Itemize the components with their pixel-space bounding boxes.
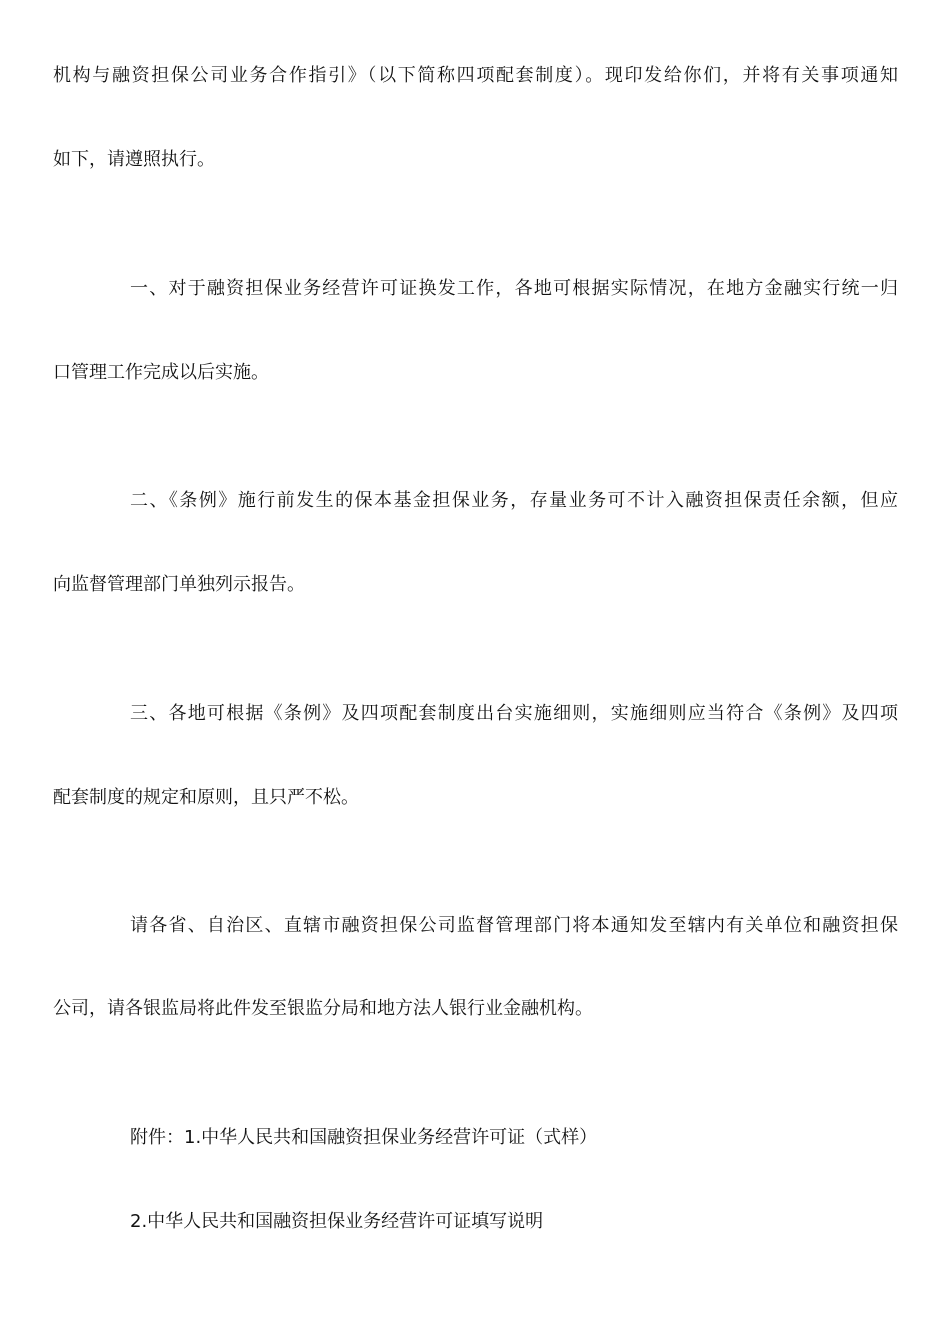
attachment-1: 附件：1.中华人民共和国融资担保业务经营许可证（式样） <box>130 1127 598 1148</box>
paragraph-item-3-line-2: 配套制度的规定和原则，且只严不松。 <box>53 787 359 808</box>
paragraph-item-1-line-2: 口管理工作完成以后实施。 <box>53 362 269 383</box>
attachment-2: 2.中华人民共和国融资担保业务经营许可证填写说明 <box>130 1211 544 1232</box>
paragraph-intro-line-1: 机构与融资担保公司业务合作指引》（以下简称四项配套制度）。现印发给你们，并将有关事项通知 <box>53 65 898 86</box>
paragraph-item-1-line-1: 一、对于融资担保业务经营许可证换发工作，各地可根据实际情况，在地方金融实行统一归 <box>130 278 898 299</box>
paragraph-intro-line-2: 如下，请遵照执行。 <box>53 149 215 170</box>
paragraph-item-2-line-2: 向监督管理部门单独列示报告。 <box>53 574 305 595</box>
paragraph-request-line-1: 请各省、自治区、直辖市融资担保公司监督管理部门将本通知发至辖内有关单位和融资担保 <box>130 915 898 936</box>
paragraph-item-2-line-1: 二、《条例》施行前发生的保本基金担保业务，存量业务可不计入融资担保责任余额，但应 <box>130 490 898 511</box>
paragraph-request-line-2: 公司，请各银监局将此件发至银监分局和地方法人银行业金融机构。 <box>53 998 593 1019</box>
paragraph-item-3-line-1: 三、各地可根据《条例》及四项配套制度出台实施细则，实施细则应当符合《条例》及四项 <box>130 703 898 724</box>
